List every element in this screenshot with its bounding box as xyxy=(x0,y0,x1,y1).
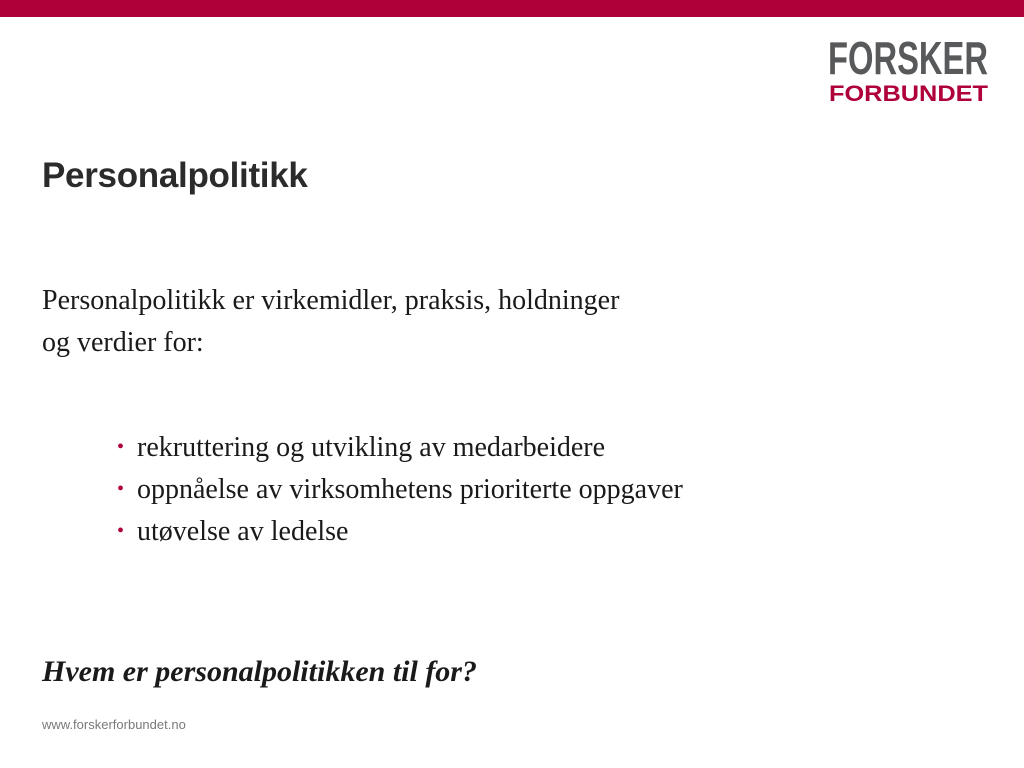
list-item xyxy=(117,428,683,470)
bullet-list xyxy=(117,428,683,554)
bullet-icon: • xyxy=(117,520,125,542)
bullet-icon: • xyxy=(117,436,125,458)
bullet-icon: • xyxy=(117,478,125,500)
slide-title: Personalpolitikk xyxy=(42,156,308,195)
footer-url: www.forskerforbundet.no xyxy=(42,717,186,732)
intro-text xyxy=(42,280,942,364)
forskerforbundet-logo xyxy=(828,34,990,104)
list-item xyxy=(117,470,683,512)
top-accent-bar xyxy=(0,0,1024,17)
logo-line2: FORBUNDET xyxy=(829,81,989,104)
bullet-text: oppnåelse av virksomhetens prioriterte oppgaver xyxy=(137,474,683,505)
intro-line-1: Personalpolitikk er virkemidler, praksis, holdninger xyxy=(42,285,620,316)
logo-line1: FORSKER xyxy=(828,34,988,84)
question-text: Hvem er personalpolitikken til for? xyxy=(42,655,477,688)
list-item xyxy=(117,512,683,554)
bullet-text: utøvelse av ledelse xyxy=(137,516,349,547)
intro-line-2: og verdier for: xyxy=(42,327,204,358)
bullet-text: rekruttering og utvikling av medarbeidere xyxy=(137,432,606,463)
